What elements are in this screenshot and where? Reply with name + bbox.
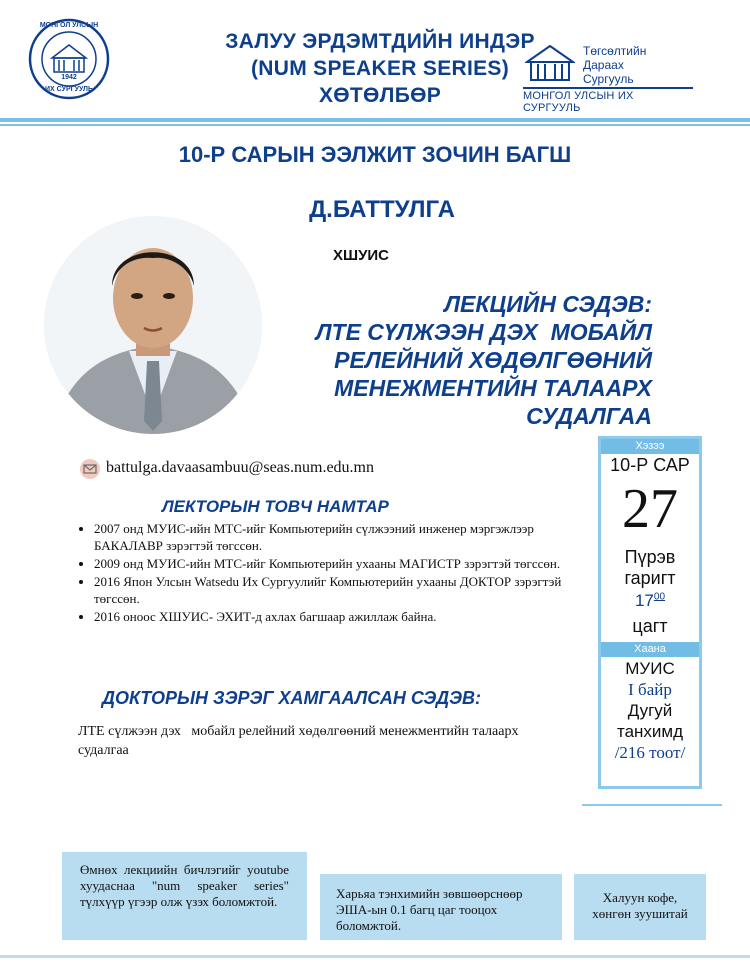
event-time-suffix: цагт <box>632 616 668 636</box>
logo-right-text <box>583 44 646 86</box>
bottom-bar <box>0 955 750 958</box>
event-month: 10-Р САР <box>610 455 690 475</box>
place-line5: /216 тоот/ <box>614 743 686 762</box>
logo-year: 1942 <box>61 74 77 81</box>
decor-bar <box>582 804 722 806</box>
event-place <box>601 658 699 763</box>
defense-text: ЛТЕ сүлжээн дэх мобайл релейний хөдөлгөөний менежментийн талаарх судалгаа <box>78 724 522 758</box>
lecture-topic <box>282 290 652 430</box>
event-weekday <box>601 547 699 589</box>
bio-item: • 2016 оноос ХШУИС- ЭХИТ-д ахлах багшаар ажиллаж байна. <box>94 608 594 625</box>
logo-right-line1: Төгсөлтийн <box>583 44 647 58</box>
bio-item: • 2009 онд МУИС-ийн МТС-ийг Компьютерийн ухааны МАГИСТР зэрэгтэй төгссөн. <box>94 555 594 572</box>
event-title: 10-Р САРЫН ЭЭЛЖИТ ЗОЧИН БАГШ <box>178 142 572 167</box>
logo-text-top: МОНГОЛ УЛСЫН <box>39 22 99 29</box>
refreshments-line2: хөнгөн зуушитай <box>592 906 688 921</box>
event-day: 27 <box>622 478 678 540</box>
lecture-line2: РЕЛЕЙНИЙ ХӨДӨЛГӨӨНИЙ <box>334 347 652 373</box>
email-row <box>80 458 500 480</box>
when-tag: Хэзээ <box>601 439 699 454</box>
header-divider-thin <box>0 124 750 126</box>
program-title-line1: ЗАЛУУ ЭРДЭМТДИЙН ИНДЭР <box>225 30 535 53</box>
program-title-line2: (NUM SPEAKER SERIES) <box>250 57 510 80</box>
speaker-photo <box>44 216 262 434</box>
envelope-icon <box>80 459 100 479</box>
speaker-email[interactable]: battulga.davaasambuu@seas.num.edu.mn <box>106 459 374 476</box>
event-minute: 00 <box>653 591 666 603</box>
place-line3: Дугуй <box>627 701 673 720</box>
speaker-name: Д.БАТТУЛГА <box>309 196 455 223</box>
program-title-line3: ХӨТӨЛБӨР <box>318 84 442 107</box>
event-time <box>601 591 699 611</box>
footer-refreshments <box>574 874 706 940</box>
bio-item: • 2007 онд МУИС-ийн МТС-ийг Компьютерийн сүлжээний инженер мэргэжлээр БАКАЛАВР зэрэгтэй төгссөн. <box>94 520 594 554</box>
defense-heading: ДОКТОРЫН ЗЭРЭГ ХАМГААЛСАН СЭДЭВ: <box>102 688 481 708</box>
event-hour: 17 <box>634 591 654 610</box>
place-line4: танхимд <box>616 722 684 741</box>
lecture-line3: МЕНЕЖМЕНТИЙН ТАЛААРХ <box>334 375 652 401</box>
graduate-school-logo <box>523 40 693 114</box>
logo-right-line2: Дараах <box>583 58 624 72</box>
place-line2: I байр <box>628 680 672 699</box>
logo-text-bottom: ИХ СУРГУУЛЬ <box>45 86 93 93</box>
weekday-line1: Пүрэв <box>624 547 676 567</box>
header-divider-top <box>0 118 750 122</box>
lecture-line4: СУДАЛГАА <box>526 403 652 429</box>
footer-recording-note: Өмнөх лекциийн бичлэгийг youtube хуудаснаа "num speaker series" түлхүүр үгээр олж үзэх боломжтой. <box>62 852 307 940</box>
bio-item: • 2016 Япон Улсын Watsedu Их Сургуулийг Компьютерийн ухааны ДОКТОР зэрэгтэй төгссөн. <box>94 573 594 607</box>
lecture-label: ЛЕКЦИЙН СЭДЭВ: <box>444 291 652 317</box>
logo-right-university: МОНГОЛ УЛСЫН ИХ СУРГУУЛЬ <box>523 87 693 114</box>
place-line1: МУИС <box>625 659 675 678</box>
weekday-line2: гаригт <box>624 568 676 588</box>
lecture-line1: ЛТЕ СҮЛЖЭЭН ДЭХ МОБАЙЛ <box>315 319 652 345</box>
refreshments-line1: Халуун кофе, <box>602 890 678 905</box>
speaker-department: ХШУИС <box>332 247 390 264</box>
bio-heading: ЛЕКТОРЫН ТОВЧ НАМТАР <box>162 497 389 516</box>
bio-list <box>72 520 594 626</box>
where-tag: Хаана <box>601 642 699 657</box>
event-info-box <box>598 436 702 789</box>
logo-right-line3: Сургууль <box>583 72 634 86</box>
university-seal-logo <box>28 18 110 100</box>
footer-credit-note: Харьяа тэнхимийн зөвшөөрснөөр ЭША-ын 0.1 багц цаг тооцох боломжтой. <box>320 874 562 940</box>
